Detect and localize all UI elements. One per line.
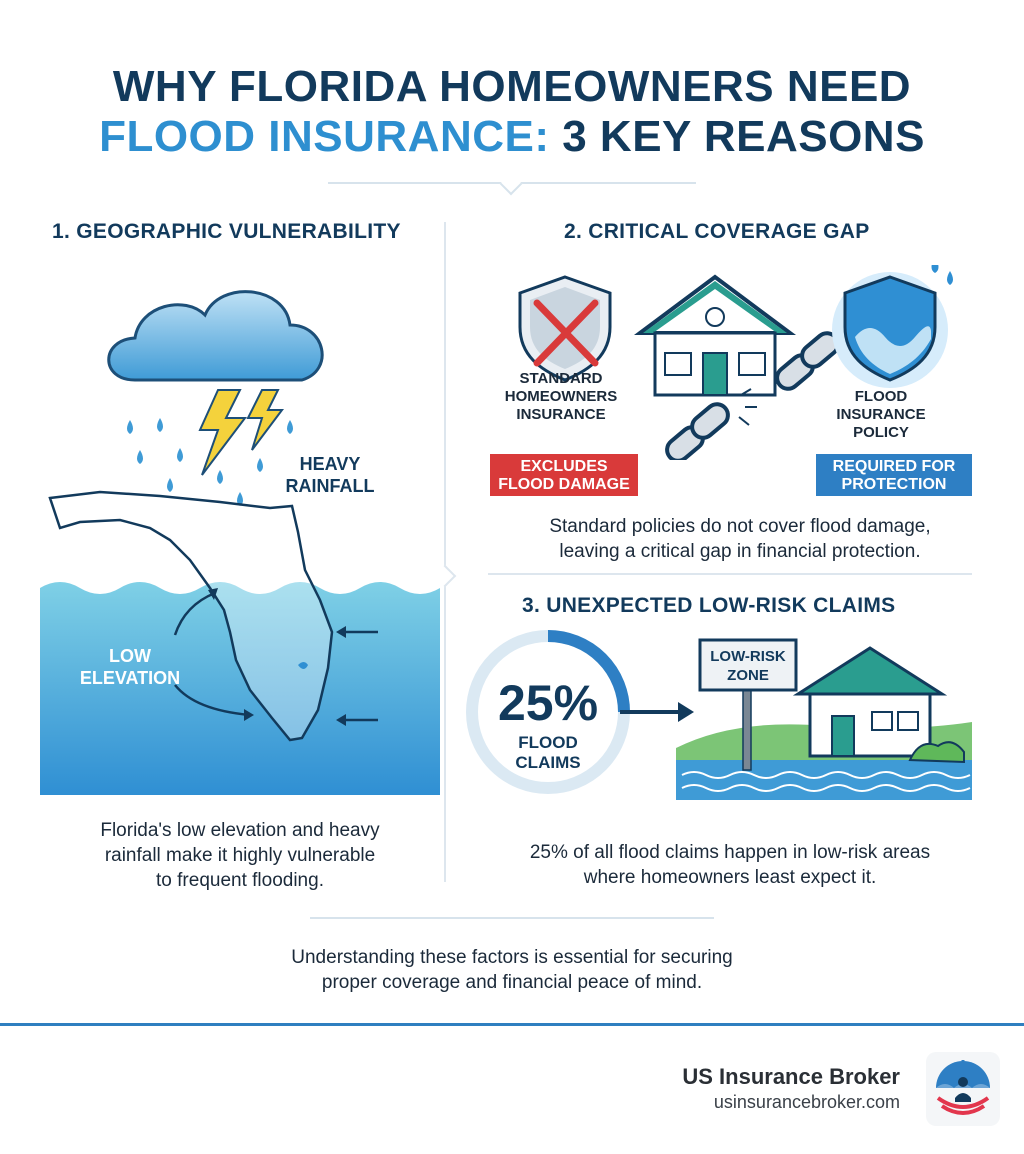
section-1-caption-line-2: rainfall make it highly vulnerable [104, 845, 376, 866]
storm-cloud-icon [109, 292, 322, 506]
footer-divider [310, 917, 714, 919]
section-1-caption [40, 818, 440, 893]
standard-label-line-2: HOMEOWNERS [504, 388, 618, 405]
elevation-label-line-2: ELEVATION [79, 668, 181, 688]
flood-policy-label [826, 388, 936, 442]
section-2-caption-line-1: Standard policies do not cover flood damage, [549, 516, 931, 537]
horizontal-divider [488, 573, 972, 575]
umbrella-logo-icon [926, 1052, 1000, 1126]
excludes-badge-line-2: FLOOD DAMAGE [498, 476, 630, 493]
footer-line-1: Understanding these factors is essential for securing [291, 947, 733, 968]
house-icon-low-risk [798, 648, 964, 762]
section-1-caption-line-3: to frequent flooding. [156, 870, 324, 891]
shield-crossed-icon [520, 277, 610, 380]
low-risk-illustration [460, 620, 980, 810]
rain-label-line-1: HEAVY [299, 454, 361, 474]
standard-label-line-3: INSURANCE [516, 406, 606, 423]
brand-name: US Insurance Broker [682, 1064, 900, 1089]
section-3-caption-line-1: 25% of all flood claims happen in low-risk areas [529, 842, 931, 863]
section-3-caption-line-2: where homeowners least expect it. [583, 867, 877, 888]
excludes-flood-badge [490, 454, 638, 496]
section-3-heading: 3. UNEXPECTED LOW-RISK CLAIMS [522, 594, 896, 617]
brand-url: usinsurancebroker.com [713, 1092, 900, 1112]
section-2-heading: 2. CRITICAL COVERAGE GAP [564, 220, 870, 243]
bottom-rule [0, 1023, 1024, 1026]
required-protection-badge [816, 454, 972, 496]
geographic-illustration [40, 270, 440, 800]
stat-label-line-1: FLOOD [518, 733, 578, 752]
flood-label-line-1: FLOOD [854, 388, 908, 405]
footer-summary [220, 945, 804, 995]
elevation-label-line-1: LOW [109, 646, 151, 666]
title-line-1: WHY FLORIDA HOMEOWNERS NEED [112, 62, 912, 111]
rain-label-line-2: RAINFALL [285, 476, 375, 496]
excludes-badge-line-1: EXCLUDES [520, 458, 608, 475]
standard-label-line-1: STANDARD [519, 370, 603, 387]
stat-label-line-2: CLAIMS [515, 753, 581, 772]
required-badge-line-2: PROTECTION [841, 476, 947, 493]
title-line-2-highlight: FLOOD INSURANCE: [99, 112, 550, 161]
section-1-caption-line-1: Florida's low elevation and heavy [100, 820, 380, 841]
sign-line-1: LOW-RISK [710, 648, 786, 665]
footer-line-2: proper coverage and financial peace of mind. [321, 972, 703, 993]
section-2-caption-line-2: leaving a critical gap in financial protection. [559, 541, 921, 562]
flood-claims-donut [472, 636, 624, 788]
section-1-heading: 1. GEOGRAPHIC VULNERABILITY [52, 220, 401, 243]
standard-insurance-label [496, 370, 626, 424]
house-icon [640, 277, 790, 395]
required-badge-line-1: REQUIRED FOR [832, 458, 956, 475]
shield-wave-icon [832, 265, 953, 388]
title-line-2-rest: 3 KEY REASONS [562, 112, 925, 161]
floodwater-scene [676, 760, 972, 800]
page-title [0, 62, 1024, 162]
title-divider-notch [500, 173, 523, 196]
flood-label-line-3: POLICY [853, 424, 909, 441]
vertical-divider [444, 222, 446, 882]
section-3-caption [470, 840, 990, 890]
section-2-caption [480, 514, 1000, 564]
flood-label-line-2: INSURANCE [836, 406, 926, 423]
sign-line-2: ZONE [727, 667, 769, 684]
arrow-right-icon [678, 702, 694, 722]
stat-value: 25% [497, 675, 599, 731]
